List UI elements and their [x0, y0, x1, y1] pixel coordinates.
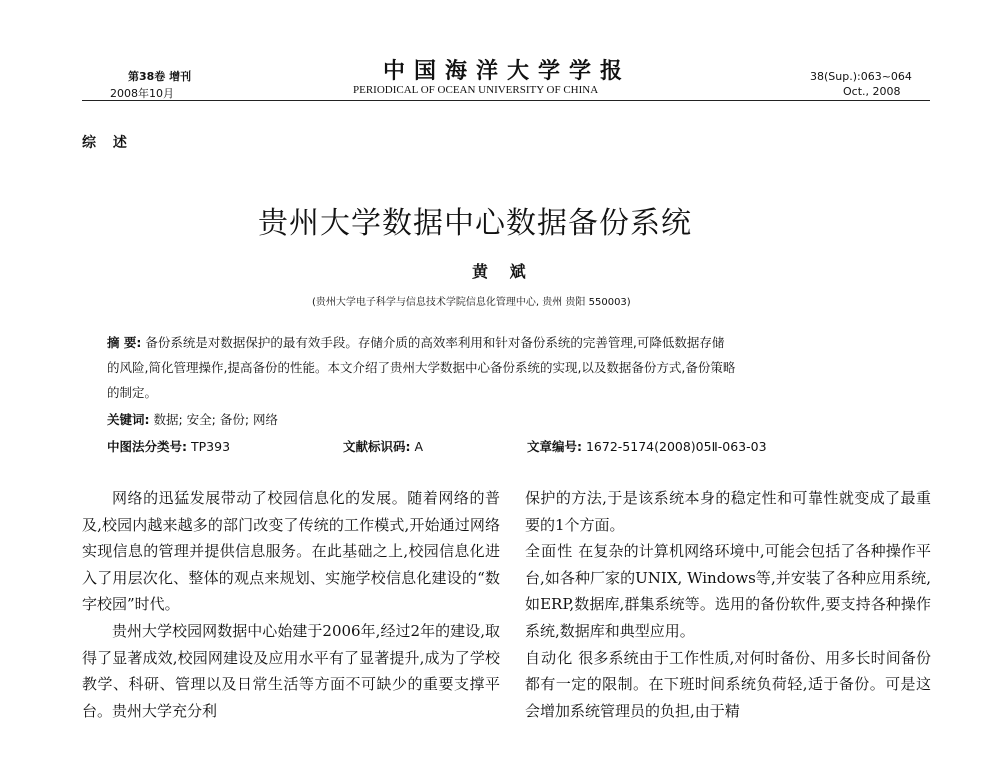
doc-code-label: 文献标识码:: [343, 439, 411, 454]
abstract-text-2: 的风险,简化管理操作,提高备份的性能。本文介绍了贵州大学数据中心备份系统的实现,以及数据备份方式,备份策略: [107, 360, 736, 375]
body-paragraph: [525, 538, 931, 644]
journal-title-cn: 中国海洋大学学报: [383, 58, 632, 84]
body-paragraph: 网络的迅猛发展带动了校园信息化的发展。随着网络的普及,校园内越来越多的部门改变了传统的工作模式,开始通过网络实现信息的管理并提供信息服务。在此基础之上,校园信息化进入了用层次化、整体的观点来规划、实施学校信息化建设的“数字校园”时代。: [82, 489, 500, 614]
section-label: 综 述: [82, 135, 133, 151]
abstract-line-1: [107, 333, 724, 351]
page-range: 38(Sup.):063~064: [810, 70, 912, 83]
abstract-text-3: 的制定。: [107, 385, 158, 400]
header-rule: [82, 100, 930, 101]
term-label: 全面性: [525, 542, 574, 561]
doc-code-value: A: [414, 439, 424, 454]
article-number-line: [527, 437, 767, 455]
article-number-value: 1672-5174(2008)05Ⅱ-063-03: [585, 439, 767, 454]
article-number-label: 文章编号:: [527, 439, 582, 454]
body-right-column: [525, 485, 931, 724]
clc-value: TP393: [190, 439, 231, 454]
term-label: 自动化: [525, 648, 574, 667]
issue-date: 2008年10月: [110, 87, 174, 100]
doc-code-line: [343, 437, 423, 455]
clc-label: 中图法分类号:: [107, 439, 187, 454]
volume-label: 第38卷 增刊: [128, 70, 192, 83]
keywords-line: [107, 410, 278, 428]
term-text: 很多系统由于工作性质,对何时备份、用多长时间备份都有一定的限制。在下班时间系统负荷轻,适于备份。可是这会增加系统管理员的负担,由于精: [525, 648, 931, 720]
issue-month: Oct., 2008: [843, 85, 901, 98]
keywords-label: 关键词:: [107, 412, 150, 427]
abstract-label: 摘 要:: [107, 335, 142, 350]
body-paragraph: [525, 645, 931, 725]
body-left-column: [82, 485, 500, 724]
author-affiliation: (贵州大学电子科学与信息技术学院信息化管理中心, 贵州 贵阳 550003): [312, 297, 631, 308]
abstract-text-1: 备份系统是对数据保护的最有效手段。存储介质的高效率利用和针对备份系统的完善管理,可降低数据存储: [145, 335, 725, 350]
body-paragraph: 保护的方法,于是该系统本身的稳定性和可靠性就变成了最重要的1个方面。: [525, 489, 931, 534]
journal-title-en: PERIODICAL OF OCEAN UNIVERSITY OF CHINA: [353, 84, 599, 96]
clc-line: [107, 437, 230, 455]
author-name: 黄 斌: [472, 262, 534, 281]
term-text: 在复杂的计算机网络环境中,可能会包括了各种操作平台,如各种厂家的UNIX, Windows等,并安装了各种应用系统,如ERP,数据库,群集系统等。选用的备份软件,要支持各种操作系统,数据库和典型应用。: [525, 542, 931, 640]
keywords-value: 数据; 安全; 备份; 网络: [153, 412, 279, 427]
body-paragraph: 贵州大学校园网数据中心始建于2006年,经过2年的建设,取得了显著成效,校园网建设及应用水平有了显著提升,成为了学校教学、科研、管理以及日常生活等方面不可缺少的重要支撑平台。贵州大学充分利: [82, 621, 500, 720]
paper-title: 贵州大学数据中心数据备份系统: [258, 206, 692, 241]
